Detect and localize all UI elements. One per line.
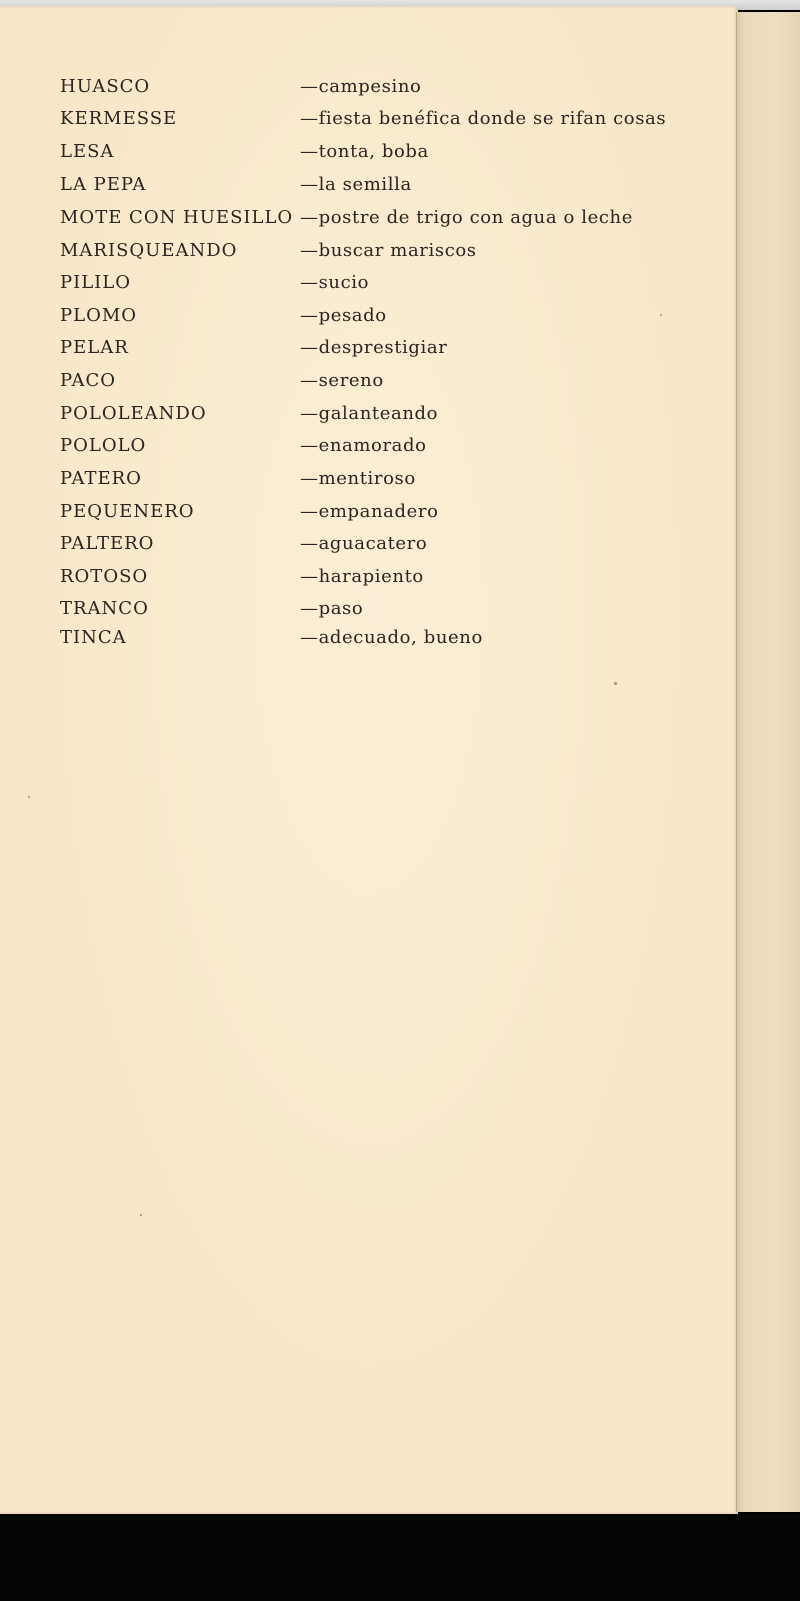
glossary-list (0, 6, 738, 1514)
glossary-row (0, 596, 738, 622)
glossary-term: PILILO (60, 272, 131, 293)
glossary-definition: —empanadero (300, 501, 439, 522)
glossary-term: POLOLO (60, 435, 147, 456)
glossary-definition: —fiesta benéfica donde se rifan cosas (300, 108, 667, 129)
glossary-definition: —aguacatero (300, 533, 428, 554)
glossary-term: PACO (60, 370, 116, 391)
glossary-definition: —sereno (300, 370, 384, 391)
glossary-row (0, 172, 738, 198)
glossary-term: PLOMO (60, 305, 138, 326)
glossary-term: LA PEPA (60, 174, 147, 195)
glossary-definition: —postre de trigo con agua o leche (300, 207, 634, 228)
glossary-term: MOTE CON HUESILLO (60, 207, 294, 228)
glossary-term: LESA (60, 141, 115, 162)
glossary-definition: —mentiroso (300, 468, 416, 489)
glossary-row (0, 368, 738, 394)
glossary-definition: —sucio (300, 272, 370, 293)
glossary-definition: —la semilla (300, 174, 412, 195)
glossary-row (0, 466, 738, 492)
glossary-definition: —harapiento (300, 566, 424, 587)
glossary-definition: —paso (300, 598, 364, 619)
glossary-definition: —enamorado (300, 435, 427, 456)
glossary-definition: —campesino (300, 76, 422, 97)
glossary-row (0, 74, 738, 100)
glossary-row (0, 625, 738, 651)
paper-speck (140, 1214, 142, 1216)
glossary-term: TINCA (60, 627, 127, 648)
document-page (0, 6, 738, 1514)
paper-speck (614, 682, 617, 685)
glossary-definition: —tonta, boba (300, 141, 429, 162)
glossary-row (0, 564, 738, 590)
glossary-row (0, 433, 738, 459)
page-edge (736, 12, 800, 1512)
glossary-definition: —adecuado, bueno (300, 627, 483, 648)
glossary-term: POLOLEANDO (60, 403, 207, 424)
glossary-definition: —buscar mariscos (300, 240, 477, 261)
scan-border-bottom (0, 1514, 800, 1601)
glossary-definition: —pesado (300, 305, 387, 326)
glossary-term: PEQUENERO (60, 501, 195, 522)
glossary-term: PELAR (60, 337, 129, 358)
glossary-term: HUASCO (60, 76, 151, 97)
glossary-row (0, 270, 738, 296)
glossary-row (0, 531, 738, 557)
paper-speck (28, 796, 30, 798)
glossary-term: KERMESSE (60, 108, 178, 129)
glossary-row (0, 335, 738, 361)
glossary-row (0, 205, 738, 231)
glossary-row (0, 303, 738, 329)
glossary-row (0, 499, 738, 525)
glossary-definition: —desprestigiar (300, 337, 448, 358)
glossary-definition: —galanteando (300, 403, 439, 424)
paper-speck (660, 314, 662, 316)
glossary-term: MARISQUEANDO (60, 240, 238, 261)
glossary-row (0, 139, 738, 165)
glossary-term: PALTERO (60, 533, 155, 554)
glossary-term: PATERO (60, 468, 142, 489)
glossary-row (0, 106, 738, 132)
glossary-row (0, 238, 738, 264)
glossary-term: TRANCO (60, 598, 149, 619)
glossary-row (0, 401, 738, 427)
glossary-term: ROTOSO (60, 566, 149, 587)
